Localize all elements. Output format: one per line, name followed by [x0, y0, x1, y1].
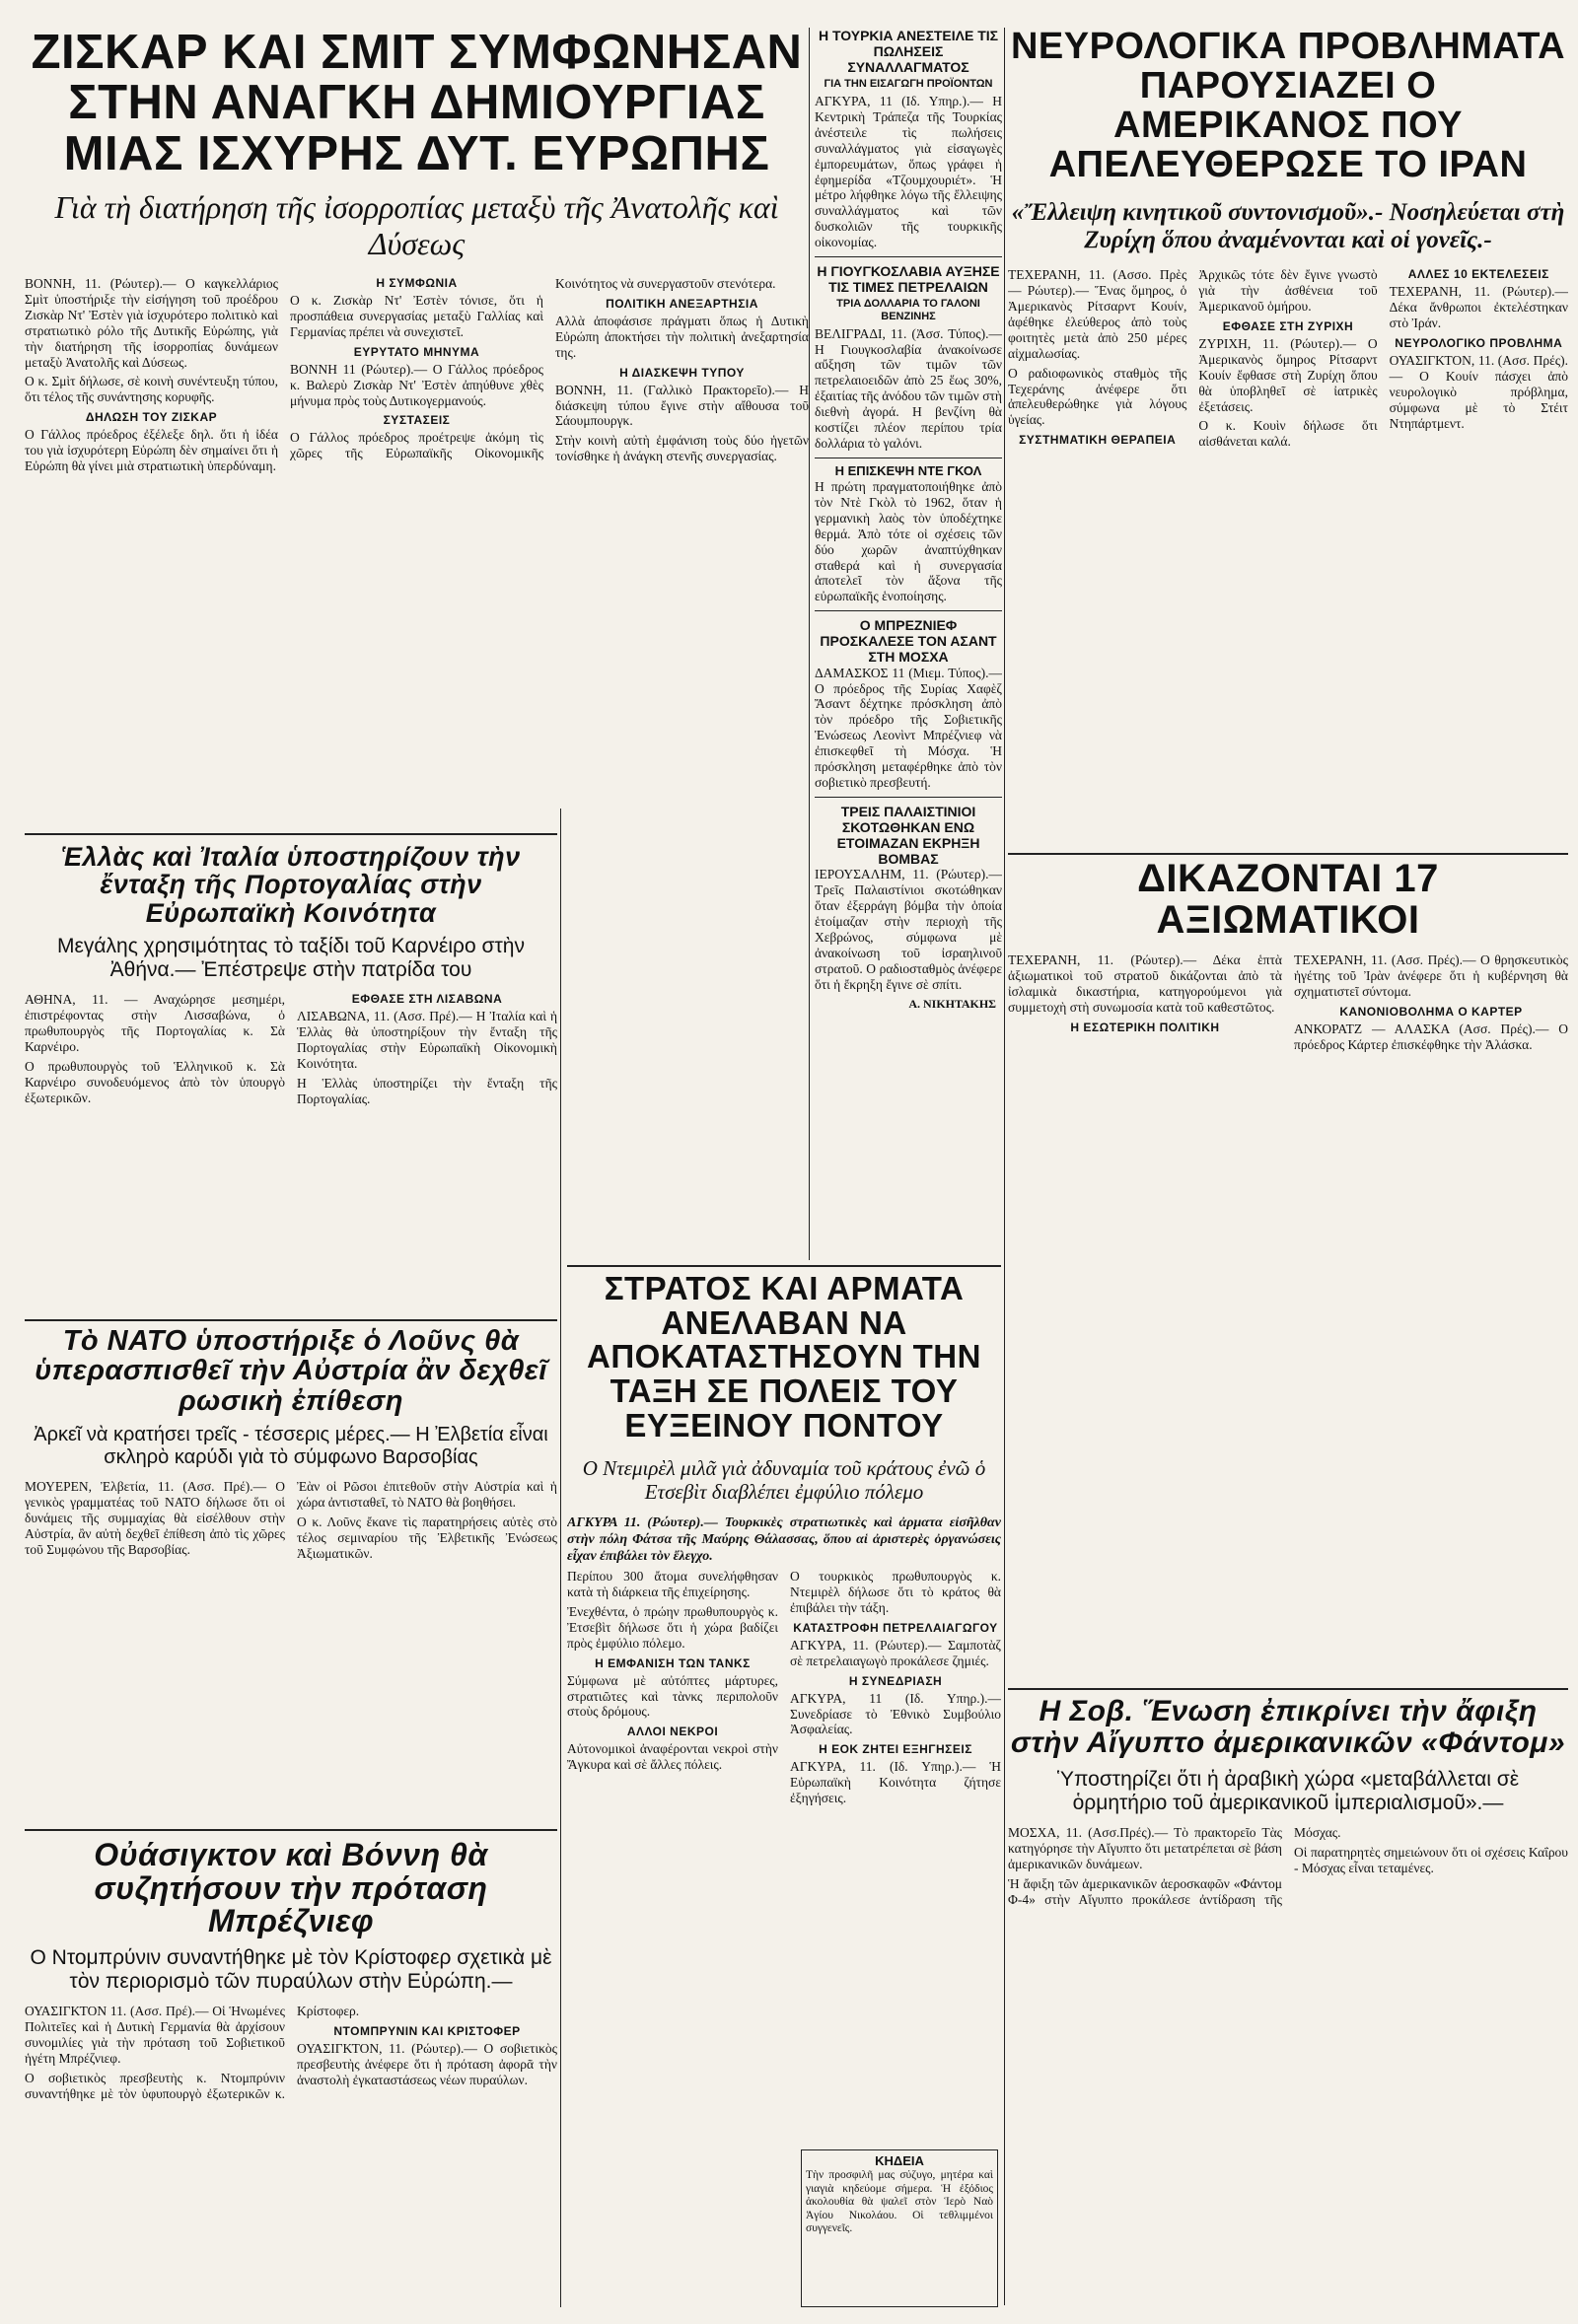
neuro-crosshead: ΣΥΣΤΗΜΑΤΙΚΗ ΘΕΡΑΠΕΙΑ [1019, 433, 1177, 448]
officers-paragraph: ΤΕΧΕΡΑΝΗ, 11. (Ρώυτερ).— Δέκα ἑπτὰ ἀξιωματικοὶ τοῦ στρατοῦ δικάζονται ἀπὸ τὰ ἰσλαμικὰ δικαστήρια, κατηγορούμενοι γιὰ συμμετοχὴ στὴ συνωμοσία κατὰ τοῦ καθεστῶτος. [1008, 952, 1282, 1015]
neuro-paragraph: ΤΕΧΕΡΑΝΗ, 11. (Ασσο. Πρὲς — Ρώυτερ).— Ἕνας ὅμηρος, ὁ Ἀμερικανὸς Ρίτσαρντ Κουίν, ἀφέθηκε ἐλεύθερος ἀπὸ τοὺς φοιτητὲς μετὰ ἀπὸ 250 μέρες αἰχμαλωσίας. [1008, 267, 1187, 361]
black-sea-paragraph: ΑΓΚΥΡΑ, 11 (Ιδ. Υπηρ.).— Συνεδρίασε τὸ Ἐθνικὸ Συμβούλιο Ἀσφαλείας. [790, 1690, 1001, 1737]
giscard-body [25, 276, 809, 797]
black-sea-headline: ΣΤΡΑΤΟΣ ΚΑΙ ΑΡΜΑΤΑ ΑΝΕΛΑΒΑΝ ΝΑ ΑΠΟΚΑΤΑΣΤΗΣΟΥΝ ΤΗΝ ΤΑΞΗ ΣΕ ΠΟΛΕΙΣ ΤΟΥ ΕΥΞΕΙΝΟΥ ΠΟΝΤΟΥ [587, 1272, 981, 1444]
column-rule [560, 809, 561, 2307]
washington-bonn-subhead: Ο Ντομπρύνιν συναντήθηκε μὲ τὸν Κρίστοφερ σχετικὰ μὲ τὸν περιορισμὸ τῶν πυραύλων στὴν Εὐρώπη.— [30, 1945, 552, 1993]
neuro-paragraph: ΟΥΑΣΙΓΚΤΟΝ, 11. (Ασσ. Πρές).— Ο Κουίν πάσχει ἀπὸ νευρολογικὸ πρόβλημα, σύμφωνα μὲ τὸ Στέιτ Ντηπάρτμεντ. [1389, 352, 1568, 431]
yugoslavia-headline: Η ΓΙΟΥΓΚΟΣΛΑΒΙΑ ΑΥΞΗΣΕ ΤΙΣ ΤΙΜΕΣ ΠΕΤΡΕΛΑΙΩΝ [817, 263, 1000, 296]
column-rule [1004, 28, 1005, 2305]
washington-bonn-headline: Οὐάσιγκτον καὶ Βόννη θὰ συζητήσουν τὴν πρόταση Μπρέζνιεφ [94, 1839, 488, 1939]
divider [815, 610, 1002, 611]
black-sea-paragraph: Σύμφωνα μὲ αὐτόπτες μάρτυρες, στρατιῶτες καὶ τὰνκς περιπολοῦν στοὺς δρόμους. [567, 1672, 778, 1720]
nato-austria-subhead: Ἀρκεῖ νὰ κρατήσει τρεῖς - τέσσερις μέρες.— Η Ἐλβετία εἶναι σκληρὸ καρύδι γιὰ τὸ σύμφωνο Βαρσοβίας [34, 1424, 548, 1469]
black-sea-paragraph: Αὐτονομικοὶ ἀναφέρονται νεκροὶ στὴν Ἄγκυρα καὶ σὲ ἄλλες πόλεις. [567, 1741, 778, 1773]
neuro-article [1008, 28, 1568, 856]
obituary-body: Τὴν προσφιλῆ μας σύζυγο, μητέρα καὶ γιαγιὰ κηδεύομε σήμερα. Ἡ ἐξόδιος ἀκολουθία θὰ ψαλεῖ στὸν Ἱερὸ Ναὸ Ἁγίου Νικολάου. Οἱ τεθλιμμένοι συγγενεῖς. [806, 2168, 993, 2235]
greece-italy-paragraph: Η Ἑλλὰς ὑποστηρίζει τὴν ἔνταξη τῆς Πορτογαλίας. [297, 1076, 557, 1106]
nato-austria-body [25, 1479, 557, 1564]
black-sea-crosshead: Η ΕΜΦΑΝΙΣΗ ΤΩΝ ΤΑΝΚΣ [595, 1655, 751, 1670]
nato-austria-paragraph: ΜΟΥΕΡΕΝ, Ἐλβετία, 11. (Ασσ. Πρέ).— Ο γενικὸς γραμματέας τοῦ ΝΑΤΟ δήλωσε ὅτι οἱ δυνάμεις τῆς συμμαχίας θὰ εἰσέλθουν στὴν Αὐστρία, ἂν αὐτὴ δεχθεῖ ἐπίθεση ἀπὸ τὶς χῶρες τοῦ Συμφώνου τῆς Βαρσοβίας. [25, 1479, 285, 1557]
black-sea-crosshead: ΚΑΤΑΣΤΡΟΦΗ ΠΕΤΡΕΛΑΙΑΓΩΓΟΥ [793, 1620, 998, 1635]
giscard-crosshead: Η ΔΙΑΣΚΕΨΗ ΤΥΠΟΥ [619, 365, 745, 380]
officers-article [1008, 858, 1568, 1410]
black-sea-subhead: Ο Ντεμιρὲλ μιλᾶ γιὰ ἀδυναμία τοῦ κράτους ἐνῶ ὁ Ετσεβὶτ διαβλέπει ἐμφύλιο πόλεμο [582, 1456, 986, 1505]
section-rule [1008, 1688, 1568, 1690]
obituary-headline: ΚΗΔΕΙΑ [875, 2153, 924, 2168]
soviet-egypt-paragraph: Ἡ ἄφιξη τῶν ἀμερικανικῶν ἀεροσκαφῶν «Φάντομ Φ-4» στὴν Αἴγυπτο προκάλεσε ἀντίδραση τῆς Μόσχας. [1008, 1825, 1341, 1907]
neuro-paragraph: Ο ραδιοφωνικὸς σταθμὸς τῆς Τεχεράνης ἀνέφερε ὅτι ἀπελευθερώθηκε γιὰ λόγους ὑγείας. [1008, 365, 1187, 428]
washington-bonn-paragraph: ΟΥΑΣΙΓΚΤΟΝ, 11. (Ρώυτερ).— Ο σοβιετικὸς πρεσβευτὴς ἀνέφερε ὅτι ἡ πρόταση ἀφορᾶ τὴν ἀναστολὴ ἐγκαταστάσεως νέων πυραύλων. [297, 2040, 557, 2087]
giscard-subhead: Γιὰ τὴ διατήρηση τῆς ἰσορροπίας μεταξὺ τῆς Ἀνατολῆς καὶ Δύσεως [54, 189, 779, 262]
giscard-crosshead: ΔΗΛΩΣΗ ΤΟΥ ΖΙΣΚΑΡ [85, 410, 218, 425]
giscard-paragraph: ΒΟΝΝΗ, 11. (Ρώυτερ).— Ο καγκελλάριος Σμὶτ ὑποστήριξε τὴν εἰσήγηση τοῦ προέδρου Ζισκὰρ Ντ' Ἐστὲν γιὰ ἰσχυρότερο πολιτικὸ καὶ στρατιωτικὸ ρόλο τῆς Δυτικῆς Εὐρώπης, γιὰ τὴν διατήρηση τῆς ἰσορροπίας δυνάμεων μεταξὺ Ἀνατολῆς καὶ Δύσεως. [25, 275, 278, 370]
black-sea-lead: ΑΓΚΥΡΑ 11. (Ρώυτερ).— Τουρκικὲς στρατιωτικὲς καὶ ἀρματα εἰσῆλθαν στὴν πόλη Φάτσα τῆς Μαύρης Θάλασσας, ὅπου αἱ ἀριστερὲς ὀργανώσεις εἶχαν ἐπιβάλει τὸν ἔλεγχο. [567, 1515, 1001, 1564]
soviet-egypt-article [1008, 1696, 1568, 2312]
section-rule [25, 1319, 557, 1321]
section-rule [25, 833, 557, 835]
turkey-body: ΑΓΚΥΡΑ, 11 (Ιδ. Υπηρ.).— Η Κεντρικὴ Τράπεζα τῆς Τουρκίας ἀνέστειλε τὶς πωλήσεις συναλλάγματος γιὰ εἰσαγωγὲς ἐμπορευμάτων, ὅπως γράφει ἡ ἐφημερίδα «Τζουμχουριέτ». Ἡ μέτρο λήφθηκε λόγω τῆς ἔλλειψης συναλλάγματος καὶ τῶν δυσκολιῶν τῆς τουρκικῆς οἰκονομίας. [815, 93, 1002, 250]
greece-italy-headline: Ἑλλὰς καὶ Ἰταλία ὑποστηρίζουν τὴν ἔνταξη τῆς Πορτογαλίας στὴν Εὐρωπαϊκὴ Κοινότητα [61, 843, 521, 928]
soviet-egypt-paragraph: ΜΟΣΧΑ, 11. (Ασσ.Πρές).— Τὸ πρακτορεῖο Τὰς κατηγόρησε τὴν Αἴγυπτο ὅτι μετατρέπεται σὲ βάση ἀμερικανικῶν δυνάμεων. [1008, 1825, 1282, 1872]
neuro-body [1008, 267, 1568, 856]
giscard-crosshead: ΕΥΡΥΤΑΤΟ ΜΗΝΥΜΑ [353, 344, 480, 359]
black-sea-crosshead: Η ΣΥΝΕΔΡΙΑΣΗ [848, 1673, 943, 1688]
giscard-schmidt-article [25, 28, 809, 797]
greece-italy-body [25, 992, 557, 1111]
officers-paragraph: ΑΝΚΟΡΑΤΖ — ΑΛΑΣΚΑ (Ασσ. Πρές).— Ο πρόεδρος Κάρτερ ἐπισκέφθηκε τὴν Ἀλάσκα. [1294, 1021, 1568, 1052]
neuro-crosshead: ΕΦΘΑΣΕ ΣΤΗ ΖΥΡΙΧΗ [1222, 318, 1354, 333]
nte-gol-body: Η πρώτη πραγματοποιήθηκε ἀπὸ τὸν Ντὲ Γκὸλ τὸ 1962, ὅταν ἡ γερμανικὴ λαὸς τὸν ὑποδέχτηκε θερμά. Ἀπὸ τότε οἱ σχέσεις τῶν δύο χωρῶν ἀναπτύχθηκαν σταθερά καὶ ἡ συνεργασία ἀποτελεῖ τὸν ἄξονα τῆς εὐρωπαϊκῆς ἑνοποίησης. [815, 478, 1002, 604]
yugoslavia-kicker: ΤΡΙΑ ΔΟΛΛΑΡΙΑ ΤΟ ΓΑΛΟΝΙ ΒΕΝΖΙΝΗΣ [836, 298, 980, 322]
officers-headline: ΔΙΚΑΖΟΝΤΑΙ 17 ΑΞΙΩΜΑΤΙΚΟΙ [1137, 858, 1439, 942]
washington-bonn-body [25, 2004, 557, 2102]
officers-crosshead: Η ΕΣΩΤΕΡΙΚΗ ΠΟΛΙΤΙΚΗ [1070, 1020, 1220, 1034]
palestinians-body: ΙΕΡΟΥΣΑΛΗΜ, 11. (Ρώυτερ).— Τρεῖς Παλαιστίνιοι σκοτώθηκαν ὅταν ἐξερράγη βόμβα τὴν ὁποία ἑτοίμαζαν στὴν περιοχὴ τῆς Χεβρώνος, σύμφωνα μὲ ἀνακοίνωση τοῦ ἰσραηλινοῦ στρατοῦ. Ο ραδιοσταθμὸς ἀνέφερε ὅτι ἡ ἔκρηξη ἔγινε σὲ σπίτι. [815, 867, 1002, 992]
divider [815, 256, 1002, 257]
greece-italy-crosshead: ΕΦΘΑΣΕ ΣΤΗ ΛΙΣΑΒΩΝΑ [351, 992, 503, 1007]
giscard-paragraph: Αλλὰ ἀποφάσισε πράγματι ὅπως ἡ Δυτικὴ Εὐρώπη ἀποκτήσει τὴν πολιτικὴ ἀνεξαρτησία της. [555, 313, 809, 360]
signature: Α. ΝΙΚΗΤΑΚΗΣ [908, 996, 996, 1011]
nato-austria-paragraph: Ἐὰν οἱ Ρῶσοι ἐπιτεθοῦν στὴν Αὐστρία καὶ ἡ χώρα ἀντισταθεῖ, τὸ ΝΑΤΟ θὰ βοηθήσει. [297, 1479, 557, 1511]
black-sea-crosshead: Η ΕΟΚ ΖΗΤΕΙ ΕΞΗΓΗΣΕΙΣ [819, 1742, 972, 1757]
neuro-subhead: «Ἔλλειψη κινητικοῦ συντονισμοῦ».- Νοσηλεύεται στὴ Ζυρίχη ὅπου ἀναμένονται καὶ οἱ γονεῖς.- [1011, 198, 1565, 254]
officers-paragraph: ΤΕΧΕΡΑΝΗ, 11. (Ασσ. Πρές).— Ο θρησκευτικὸς ἡγέτης τοῦ Ἰρὰν ἀνέφερε ὅτι ἡ κυβέρνηση θὰ σχηματιστεῖ σύντομα. [1294, 952, 1568, 999]
soviet-egypt-subhead: Ὑποστηρίζει ὅτι ἡ ἀραβικὴ χώρα «μεταβάλλεται σὲ ὁρμητήριο τοῦ ἀμερικανικοῦ ἰμπεριαλισμοῦ».— [1056, 1768, 1520, 1815]
washington-bonn-crosshead: ΝΤΟΜΠΡΥΝΙΝ ΚΑΙ ΚΡΙΣΤΟΦΕΡ [333, 2023, 521, 2038]
giscard-paragraph: Ο κ. Ζισκὰρ Ντ' Ἐστὲν τόνισε, ὅτι ἡ προσπάθεια συνεργασίας μεταξὺ Γαλλίας καὶ Γερμανίας πρέπει νὰ συνεχιστεῖ. [290, 292, 543, 339]
nato-austria-paragraph: Ο κ. Λοῦνς ἔκανε τὶς παρατηρήσεις αὐτὲς στὸ τέλος σεμιναρίου τῆς Ἐλβετικῆς Ἐνώσεως Ἀξιωματικῶν. [297, 1514, 557, 1561]
turkey-headline: Η ΤΟΥΡΚΙΑ ΑΝΕΣΤΕΙΛΕ ΤΙΣ ΠΩΛΗΣΕΙΣ ΣΥΝΑΛΛΑΓΜΑΤΟΣ [818, 28, 999, 76]
giscard-paragraph: Στὴν κοινὴ αὐτὴ ἐμφάνιση τοὺς δύο ἡγετῶν τονίσθηκε ἡ ἀνάγκη στενῆς συνεργασίας. [555, 433, 809, 464]
nte-gol-headline: Η ΕΠΙΣΚΕΨΗ ΝΤΕ ΓΚΟΛ [834, 462, 982, 478]
neuro-headline: ΝΕΥΡΟΛΟΓΙΚΑ ΠΡΟΒΛΗΜΑΤΑ ΠΑΡΟΥΣΙΑΖΕΙ Ο ΑΜΕΡΙΚΑΝΟΣ ΠΟΥ ΑΠΕΛΕΥΘΕΡΩΣΕ ΤΟ ΙΡΑΝ [1010, 28, 1566, 185]
giscard-paragraph: Ο κ. Σμὶτ δήλωσε, σὲ κοινὴ συνέντευξη τύπου, ὅτι τέλος τῆς συνάντησης κορυφῆς. [25, 374, 278, 405]
greece-italy-article [25, 843, 557, 1306]
officers-body [1008, 952, 1568, 1410]
nato-austria-headline: Τὸ ΝΑΤΟ ὑποστήριξε ὁ Λοῦνς θὰ ὑπερασπισθεῖ τὴν Αὐστρία ἂν δεχθεῖ ρωσικὴ ἐπίθεση [35, 1326, 547, 1417]
brezhnev-headline: Ο ΜΠΡΕΖΝΙΕΦ ΠΡΟΣΚΑΛΕΣΕ ΤΟΝ ΑΣΑΝΤ ΣΤΗ ΜΟΣΧΑ [820, 617, 997, 666]
black-sea-crosshead: ΑΛΛΟΙ ΝΕΚΡΟΙ [626, 1725, 719, 1739]
giscard-crosshead: ΣΥΣΤΑΣΕΙΣ [383, 413, 451, 428]
washington-bonn-paragraph: ΟΥΑΣΙΓΚΤΟΝ 11. (Ασσ. Πρέ).— Οἱ Ἡνωμένες Πολιτεῖες καὶ ἡ Δυτικὴ Γερμανία θὰ ἀρχίσουν συνομιλίες γιὰ τὴν πρόταση τοῦ Σοβιετικοῦ ἡγέτη Μπρέζνιεφ. [25, 2004, 285, 2066]
black-sea-paragraph: ΑΓΚΥΡΑ, 11. (Ρώυτερ).— Σαμποτὰζ σὲ πετρελαιαγωγὸ προκάλεσε ζημιές. [790, 1637, 1001, 1668]
greece-italy-paragraph: ΛΙΣΑΒΩΝΑ, 11. (Ασσ. Πρέ).— Η Ἰταλία καὶ ἡ Ἑλλὰς θὰ ὑποστηρίξουν τὴν ἔνταξη τῆς Πορτογαλίας στὴν Εὐρωπαϊκὴ Οἰκονομικὴ Κοινότητα. [297, 1009, 557, 1072]
neuro-crosshead: ΑΛΛΕΣ 10 ΕΚΤΕΛΕΣΕΙΣ [1407, 267, 1549, 282]
yugoslavia-body: ΒΕΛΙΓΡΑΔΙ, 11. (Ἀσσ. Τύπος).— Η Γιουγκοσλαβία ἀνακοίνωσε αὔξηση τῶν τιμῶν τῶν πετρελαιοειδῶν ἀπὸ 25 ἕως 30%, ἐξαιτίας τῆς ἀνόδου τῶν τιμῶν στὴ διεθνὴ ἀγορά. Η βενζίνη θὰ κοστίζει πλέον περίπου τρία δολλάρια τὸ γαλόνι. [815, 325, 1002, 452]
neuro-crosshead: ΝΕΥΡΟΛΟΓΙΚΟ ΠΡΟΒΛΗΜΑ [1395, 335, 1563, 350]
divider [815, 797, 1002, 798]
obituary-box [801, 2149, 998, 2307]
giscard-paragraph: Ο Γάλλος πρόεδρος προέτρεψε ἀκόμη τὶς χῶρες τῆς Εὐρωπαϊκῆς Οἰκονομικῆς Κοινότητος νὰ συνεργαστοῦν στενότερα. [290, 275, 776, 461]
black-sea-paragraph: ΑΓΚΥΡΑ, 11. (Ιδ. Υπηρ.).— Ἡ Εὐρωπαϊκὴ Κοινότητα ζήτησε ἐξηγήσεις. [790, 1759, 1001, 1806]
black-sea-paragraph: Ἐνεχθέντα, ὁ πρώην πρωθυπουργὸς κ. Ἐτσεβὶτ δήλωσε ὅτι ἡ χώρα βαδίζει πρὸς ἐμφύλιο πόλεμο. [567, 1603, 778, 1651]
greece-italy-paragraph: ΑΘΗΝΑ, 11. — Αναχώρησε μεσημέρι, ἐπιστρέφοντας στὴν Λισσαβώνα, ὁ πρωθυπουργὸς τῆς Πορτογαλίας κ. Σὰ Καρνέιρο. [25, 992, 285, 1055]
soviet-egypt-body [1008, 1825, 1568, 1908]
giscard-crosshead: Η ΣΥΜΦΩΝΙΑ [376, 275, 458, 290]
neuro-paragraph: Ἀρχικῶς τότε δὲν ἔγινε γνωστὸ γιὰ τὴν ἀσθένεια τοῦ Ἀμερικανοῦ ὁμήρου. [1198, 267, 1378, 314]
palestinians-headline: ΤΡΕΙΣ ΠΑΛΑΙΣΤΙΝΙΟΙ ΣΚΟΤΩΘΗΚΑΝ ΕΝΩ ΕΤΟΙΜΑΖΑΝ ΕΚΡΗΞΗ ΒΟΜΒΑΣ [836, 803, 980, 868]
soviet-egypt-headline: Η Σοβ. Ἕνωση ἐπικρίνει τὴν ἄφιξη στὴν Αἴγυπτο ἀμερικανικῶν «Φάντομ» [1010, 1696, 1566, 1759]
greece-italy-paragraph: Ο πρωθυπουργὸς τοῦ Ἑλληνικοῦ κ. Σὰ Καρνέιρο συνοδευόμενος ἀπὸ τὸν ὑπουργὸ ἐξωτερικῶν. [25, 1059, 285, 1105]
washington-bonn-paragraph: Ο σοβιετικὸς πρεσβευτὴς κ. Ντομπρύνιν συναντήθηκε μὲ τὸν ὑφυπουργὸ ἐξωτερικῶν κ. Κρίστοφερ. [25, 2004, 360, 2101]
middle-column [815, 28, 1002, 1260]
greece-italy-subhead: Μεγάλης χρησιμότητας τὸ ταξίδι τοῦ Καρνέιρο στὴν Ἀθήνα.— Ἐπέστρεψε στὴν πατρίδα του [57, 935, 525, 982]
neuro-paragraph: Ο κ. Κουὶν δήλωσε ὅτι αἰσθάνεται καλά. [1198, 418, 1378, 450]
giscard-paragraph: ΒΟΝΝΗ, 11. (Γαλλικὸ Πρακτορεῖο).— Η διάσκεψη τύπου ἔγινε στὴν αἴθουσα τοῦ Σάουμπουργκ. [555, 382, 809, 429]
giscard-crosshead: ΠΟΛΙΤΙΚΗ ΑΝΕΞΑΡΤΗΣΙΑ [606, 296, 758, 311]
black-sea-paragraph: Περίπου 300 ἄτομα συνελήφθησαν κατὰ τὴ διάρκεια τῆς ἐπιχείρησης. [567, 1569, 778, 1599]
officers-crosshead: ΚΑΝΟΝΙΟΒΟΛΗΜΑ Ο ΚΑΡΤΕΡ [1339, 1004, 1523, 1019]
section-rule [1008, 853, 1568, 855]
giscard-paragraph: ΒΟΝΝΗ 11 (Ρώυτερ).— Ο Γάλλος πρόεδρος κ. Βαλερὺ Ζισκὰρ Ντ' Ἐστὲν ἀπηύθυνε χθὲς μήνυμα πρὸς τοὺς Δυτικογερμανούς. [290, 361, 543, 408]
nato-austria-article [25, 1326, 557, 1809]
giscard-paragraph: Ο Γάλλος πρόεδρος ἐξέλεξε δηλ. ὅτι ἡ ἰδέα του γιὰ ἰσχυρότερη Εὐρώπη δὲν σημαίνει ὅτι ἡ Εὐρώπη θὰ γίνει μιὰ στρατιωτικὴ ὑπερδύναμη. [25, 427, 278, 474]
neuro-paragraph: ΖΥΡΙΧΗ, 11. (Ρώυτερ).— Ο Ἀμερικανὸς ὅμηρος Ρίτσαρντ Κουίν ἔφθασε στὴ Ζυρίχη ὅπου θὰ ὑποβληθεῖ σὲ ἰατρικὲς ἐξετάσεις. [1198, 335, 1378, 414]
neuro-paragraph: ΤΕΧΕΡΑΝΗ, 11. (Ρώυτερ).— Δέκα ἄνθρωποι ἐκτελέστηκαν στὸ Ἰράν. [1389, 284, 1568, 330]
black-sea-paragraph: Ο τουρκικὸς πρωθυπουργὸς κ. Ντεμιρὲλ δήλωσε ὅτι τὸ κράτος θὰ ἐπιβάλει τὴν τάξη. [790, 1569, 1001, 1615]
brezhnev-body: ΔΑΜΑΣΚΟΣ 11 (Μιεμ. Τύπος).— Ο πρόεδρος τῆς Συρίας Χαφὲζ Ἄσαντ δέχτηκε πρόσκληση ἀπὸ τὸν πρόεδρο τῆς Σοβιετικῆς Ἑνώσεως Λεονὶντ Μπρέζνιεφ νὰ ἐπισκεφθεῖ τὴ Μόσχα. Ἡ πρόσκληση μεταφέρθηκε ἀπὸ τὸν σοβιετικὸ πρεσβευτή. [815, 665, 1002, 791]
turkey-kicker: ΓΙΑ ΤΗΝ ΕΙΣΑΓΩΓΗ ΠΡΟΪΟΝΤΩΝ [824, 78, 993, 91]
column-rule [809, 28, 810, 1260]
giscard-headline: ΖΙΣΚΑΡ ΚΑΙ ΣΜΙΤ ΣΥΜΦΩΝΗΣΑΝ ΣΤΗΝ ΑΝΑΓΚΗ ΔΗΜΙΟΥΡΓΙΑΣ ΜΙΑΣ ΙΣΧΥΡΗΣ ΔΥΤ. ΕΥΡΩΠΗΣ [31, 28, 803, 180]
washington-bonn-article [25, 1839, 557, 2312]
soviet-egypt-paragraph: Οἱ παρατηρητὲς σημειώνουν ὅτι οἱ σχέσεις Καΐρου - Μόσχας εἶναι τεταμένες. [1294, 1845, 1568, 1876]
section-rule [25, 1829, 557, 1831]
section-rule [567, 1265, 1001, 1267]
